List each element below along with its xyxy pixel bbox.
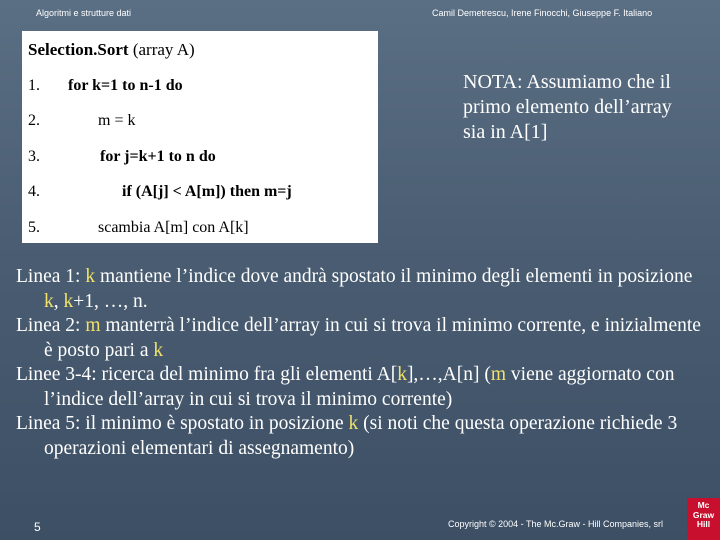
var-m: m bbox=[85, 315, 101, 336]
line-text: m = k bbox=[98, 112, 136, 129]
copyright: Copyright © 2004 - The Mc.Graw - Hill Companies, srl bbox=[448, 519, 664, 529]
explanation-line-2: Linea 2: m manterrà l’indice dell’array in cui si trova il minimo corrente, e inizialmente è posto pari a k bbox=[16, 315, 701, 361]
algorithm-title bbox=[28, 40, 195, 60]
line-number: 2. bbox=[28, 112, 40, 129]
line-text: for j=k+1 to n do bbox=[100, 148, 216, 165]
line-number: 4. bbox=[28, 183, 40, 200]
line-text: if (A[j] < A[m]) then m=j bbox=[122, 183, 292, 200]
algorithm-name: Selection.Sort bbox=[28, 40, 129, 59]
line-number: 3. bbox=[28, 148, 40, 165]
explanation bbox=[16, 265, 706, 461]
explanation-line-1: Linea 1: k mantiene l’indice dove andrà spostato il minimo degli elementi in posizione k, k+1, …, n. bbox=[16, 266, 693, 312]
explanation-line-4: Linea 5: il minimo è spostato in posizione k (si noti che questa operazione richiede 3 operazioni elementari di assegnamento) bbox=[16, 413, 678, 459]
line-number: 5. bbox=[28, 219, 40, 236]
note: NOTA: Assumiamo che il primo elemento dell’array sia in A[1] bbox=[463, 71, 672, 143]
publisher-logo: Mc Graw Hill bbox=[687, 498, 720, 540]
algorithm-signature: (array A) bbox=[128, 40, 195, 59]
course-title: Algoritmi e strutture dati bbox=[36, 8, 132, 18]
var-k: k bbox=[397, 364, 407, 385]
explanation-line-3: Linee 3-4: ricerca del minimo fra gli elementi A[k],…,A[n] (m viene aggiornato con l’indice dell’array in cui si trova il minimo corrente) bbox=[16, 364, 675, 410]
var-m: m bbox=[490, 364, 507, 385]
var-k: k bbox=[44, 290, 54, 312]
line-text: for k=1 to n-1 do bbox=[68, 77, 183, 94]
authors: Camil Demetrescu, Irene Finocchi, Giuseppe F. Italiano bbox=[432, 8, 653, 18]
var-k: k bbox=[63, 290, 74, 312]
var-k: k bbox=[348, 413, 359, 434]
line-number: 1. bbox=[28, 77, 40, 94]
var-k: k bbox=[85, 266, 96, 287]
pseudocode-box bbox=[22, 31, 378, 243]
var-k: k bbox=[153, 339, 164, 361]
line-text: scambia A[m] con A[k] bbox=[98, 219, 249, 236]
page-number: 5 bbox=[34, 520, 41, 534]
